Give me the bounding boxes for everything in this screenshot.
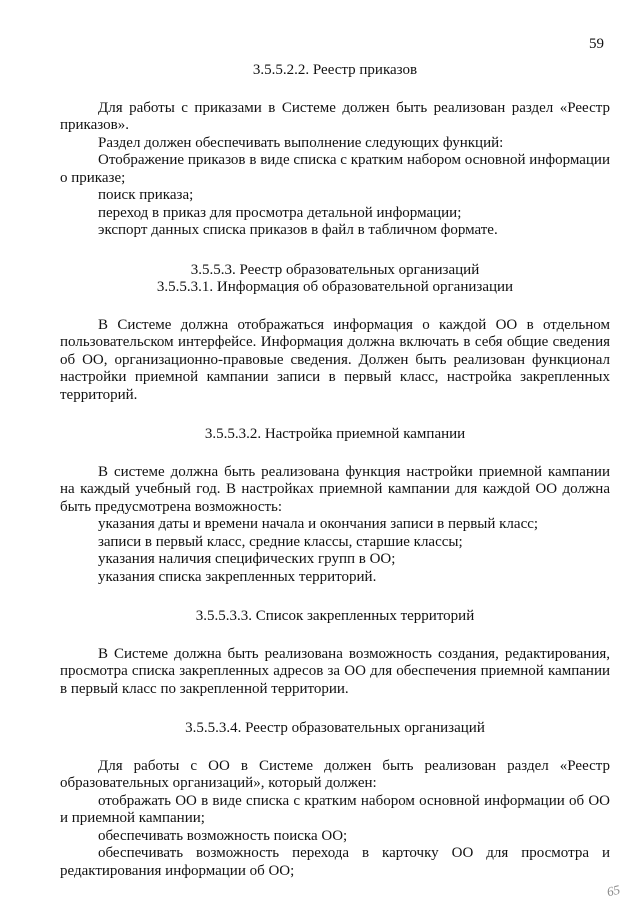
subsection-heading: 3.5.5.3.4. Реестр образовательных организаций	[185, 720, 485, 736]
paragraph: Для работы с приказами в Системе должен быть реализован раздел «Реестр приказов».	[60, 99, 610, 133]
list-item: поиск приказа;	[98, 187, 194, 203]
list-item: отображать ОО в виде списка с кратким набором основной информации об ОО и приемной кампании;	[60, 792, 610, 826]
list-item: обеспечивать возможность поиска ОО;	[98, 827, 348, 844]
list-item: указания даты и времени начала и окончания записи в первый класс;	[98, 516, 539, 532]
document-body	[60, 62, 610, 880]
list-item: обеспечивать возможность перехода в карточку ОО для просмотра и редактирования информации об ОО;	[60, 845, 610, 879]
subsection-heading: 3.5.5.3.3. Список закрепленных территорий	[195, 608, 475, 624]
subsection-heading: 3.5.5.3.2. Настройка приемной кампании	[204, 426, 466, 442]
paragraph: В Системе должна отображаться информация о каждой ОО в отдельном пользовательском интерфейсе. Информация должна включать в себя общие сведения об ОО, организационно-правовые сведения. Должен быть реализован функционал настройки приемной кампании записи в первый класс, настройка закрепленных территорий.	[60, 316, 610, 403]
list-item: указания списка закрепленных территорий.	[98, 568, 377, 585]
paragraph: В Системе должна быть реализована возможность создания, редактирования, просмотра списка закрепленных адресов за ОО для обеспечения приемной кампании в первый класс по закрепленной территории.	[60, 645, 610, 697]
list-item: экспорт данных списка приказов в файл в табличном формате.	[98, 222, 498, 238]
list-item: указания наличия специфических групп в ОО;	[98, 551, 396, 567]
section-heading: 3.5.5.2.2. Реестр приказов	[252, 62, 418, 78]
page-number: 59	[589, 36, 604, 52]
paragraph: В системе должна быть реализована функция настройки приемной кампании на каждый учебный год. В настройках приемной кампании для каждой ОО должна быть предусмотрена возможность:	[60, 463, 610, 515]
list-item: Отображение приказов в виде списка с кратким набором основной информации о приказе;	[60, 152, 610, 186]
subsection-heading: 3.5.5.3.1. Информация об образовательной организации	[156, 279, 514, 295]
paragraph: Для работы с ОО в Системе должен быть реализован раздел «Реестр образовательных организаций», который должен:	[60, 757, 610, 791]
list-item: переход в приказ для просмотра детальной информации;	[98, 204, 462, 221]
list-item: записи в первый класс, средние классы, старшие классы;	[98, 533, 463, 550]
list-intro: Раздел должен обеспечивать выполнение следующих функций:	[98, 134, 504, 151]
section-heading: 3.5.5.3. Реестр образовательных организаций	[190, 261, 480, 278]
handwritten-page-mark: 65	[605, 881, 622, 900]
